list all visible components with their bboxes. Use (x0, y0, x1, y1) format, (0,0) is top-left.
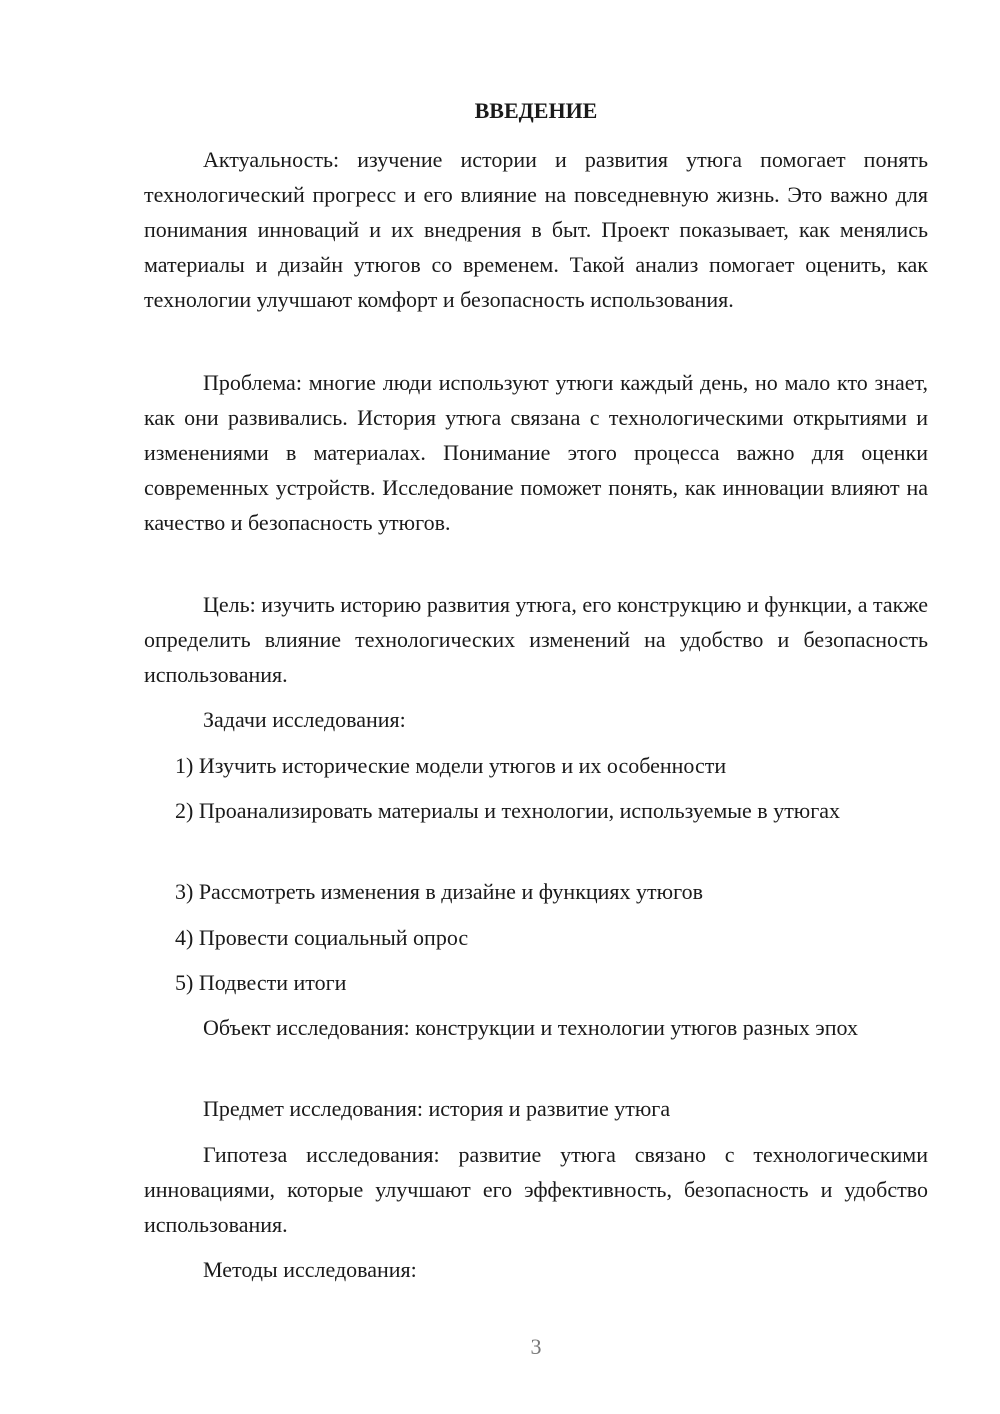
paragraph-goal: Цель: изучить историю развития утюга, его конструкцию и функции, а также определить влияние технологических изменений на удобство и безопасность использования. (144, 592, 928, 687)
paragraph-problem: Проблема: многие люди используют утюги каждый день, но мало кто знает, как они развивались. История утюга связана с технологическими открытиями и изменениями в материалах. Понимание этого процесса важно для оценки современных устройств. Исследование поможет понять, как инновации влияют на качество и безопасность утюгов. (144, 370, 928, 535)
task-item-5: 5) Подвести итоги (175, 970, 347, 995)
paragraph-relevance: Актуальность: изучение истории и развития утюга помогает понять технологический прогресс и его влияние на повседневную жизнь. Это важно для понимания инноваций и их внедрения в быт. Проект показывает, как менялись материалы и дизайн утюгов со временем. Такой анализ помогает оценить, как технологии улучшают комфорт и безопасность использования. (144, 147, 928, 312)
task-item-2: 2) Проанализировать материалы и технологии, используемые в утюгах (175, 798, 841, 823)
paragraph-object: Объект исследования: конструкции и технологии утюгов разных эпох (203, 1015, 858, 1040)
paragraph-subject: Предмет исследования: история и развитие утюга (203, 1096, 671, 1121)
paragraph-hypothesis: Гипотеза исследования: развитие утюга связано с технологическими инновациями, которые улучшают его эффективность, безопасность и удобство использования. (144, 1142, 928, 1237)
task-item-1: 1) Изучить исторические модели утюгов и их особенности (175, 753, 727, 778)
page-number: 3 (530, 1334, 542, 1359)
document-page (144, 0, 928, 1414)
task-item-4: 4) Провести социальный опрос (175, 925, 469, 950)
task-item-3: 3) Рассмотреть изменения в дизайне и функциях утюгов (175, 879, 703, 904)
page-heading: ВВЕДЕНИЕ (474, 98, 598, 123)
paragraph-methods: Методы исследования: (203, 1257, 417, 1282)
paragraph-tasks-heading: Задачи исследования: (203, 707, 406, 732)
